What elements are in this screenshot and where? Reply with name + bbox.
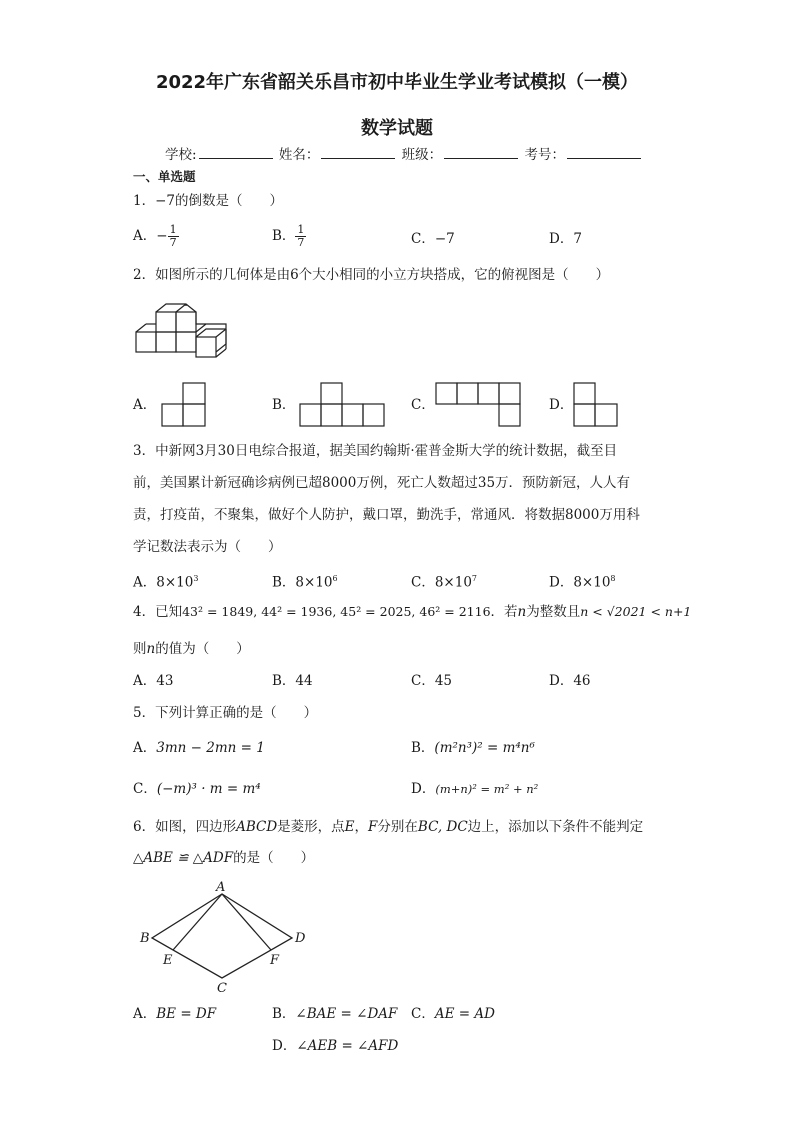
q2-a-view-icon <box>161 381 207 427</box>
label-e: E <box>163 953 173 968</box>
q6-stem-line1: 6．如图，四边形ABCD是菱形，点E，F分别在BC, DC边上，添加以下条件不能判定 <box>133 819 644 835</box>
q3-option-b: B．$8\times 10^6$ <box>272 574 338 591</box>
exam-subtitle: 数学试题 <box>361 118 433 139</box>
name-blank <box>321 145 395 159</box>
school-label: 学校: <box>165 147 197 163</box>
q5-option-c: C．(−m)³ · m = m⁴ <box>133 781 261 797</box>
info-fields <box>165 145 643 164</box>
label-a: A <box>216 880 226 895</box>
q4-stem: 4．已知43² = 1849, 44² = 1936, 45² = 2025, 46² = 2116．若n为整数且n < √2021 < n+1 <box>133 604 692 620</box>
q3-option-c: C．$8\times 10^7$ <box>411 574 478 591</box>
q2-option-c: C． <box>411 397 435 413</box>
q5-option-b: B．(m²n³)² = m⁴n⁶ <box>411 740 535 756</box>
q4-option-b: B．44 <box>272 673 313 689</box>
q6-option-c: C．AE = AD <box>411 1006 495 1022</box>
name-label: 姓名： <box>278 147 320 163</box>
q2-option-d: D． <box>549 397 574 413</box>
q1-option-b: B． $\frac{1}{7}$ <box>272 223 305 249</box>
label-d: D <box>295 931 306 946</box>
q6-option-b: B．∠BAE = ∠DAF <box>272 1006 398 1022</box>
q2-c-view-icon <box>434 381 522 427</box>
q2-b-view-icon <box>299 381 385 427</box>
q2-option-a: A． <box>133 397 157 413</box>
q3-line-2: 前，美国累计新冠确诊病例已超8000万例，死亡人数超过35万．预防新冠，人人有 <box>133 475 631 491</box>
cube-solid-figure <box>133 300 228 360</box>
label-b: B <box>140 931 150 946</box>
q1-option-c: C．−7 <box>411 231 455 247</box>
q2-stem: 2．如图所示的几何体是由6个大小相同的小立方块搭成，它的俯视图是（ ） <box>133 267 610 283</box>
q3-option-a: A．$8\times 10^3$ <box>133 574 199 591</box>
label-c: C <box>217 981 227 996</box>
q6-stem-line2: △ABE ≌ △ADF的是（ ） <box>133 850 315 866</box>
id-label: 考号： <box>524 147 565 163</box>
q2-option-b: B． <box>272 397 296 413</box>
q1-option-a: A．− $\frac{1}{7}$ <box>133 223 177 249</box>
q5-option-a: A．3mn − 2mn = 1 <box>133 740 265 756</box>
q3-line-1: 3．中新网3月30日电综合报道，据美国约翰斯·霍普金斯大学的统计数据，截至目 <box>133 443 618 459</box>
q3-line-3: 责，打疫苗，不聚集，做好个人防护，戴口罩，勤洗手，常通风．将数据8000万用科 <box>133 507 640 523</box>
q3-option-d: D．$8\times 10^8$ <box>549 574 616 591</box>
q4-option-d: D．46 <box>549 673 591 689</box>
school-blank <box>199 145 273 159</box>
q2-d-view-icon <box>573 381 619 427</box>
q4-option-c: C．45 <box>411 673 453 689</box>
q5-option-d: D．(m+n)² = m² + n² <box>411 781 539 797</box>
class-blank <box>444 145 518 159</box>
class-label: 班级： <box>401 147 443 163</box>
q3-line-4: 学记数法表示为（ ） <box>133 539 282 555</box>
exam-title: 2022年广东省韶关乐昌市初中毕业生学业考试模拟（一模） <box>155 72 639 93</box>
rhombus-figure <box>135 878 310 996</box>
q1-stem: 1．−7的倒数是（ ） <box>133 193 283 209</box>
q6-option-d: D．∠AEB = ∠AFD <box>272 1038 399 1054</box>
section-heading: 一、单选题 <box>133 169 196 184</box>
q1-option-d: D．7 <box>549 231 582 247</box>
label-f: F <box>270 953 280 968</box>
q4-stem-line2: 则n的值为（ ） <box>133 641 250 657</box>
q5-stem: 5．下列计算正确的是（ ） <box>133 705 318 721</box>
q4-option-a: A．43 <box>133 673 174 689</box>
q6-option-a: A．BE = DF <box>133 1006 217 1022</box>
id-blank <box>567 145 641 159</box>
